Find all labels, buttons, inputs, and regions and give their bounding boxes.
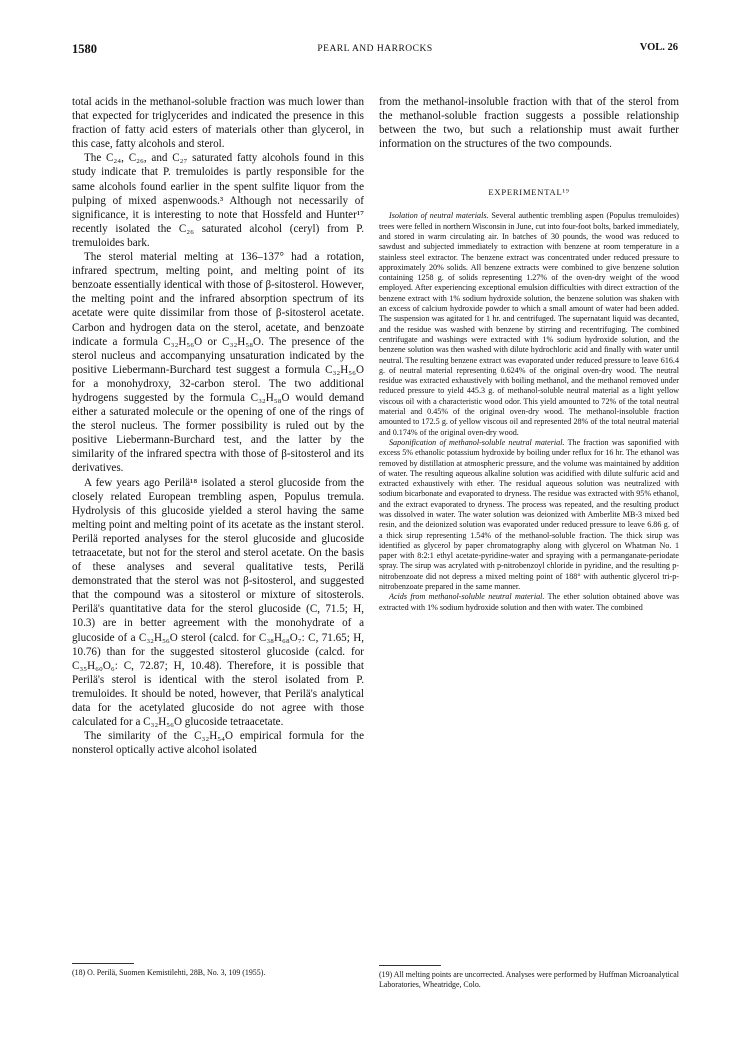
left-column (72, 95, 364, 757)
volume-label: VOL. 26 (639, 42, 678, 53)
paragraph: from the methanol-insoluble fraction with that of the sterol from the methanol-soluble fraction suggests a possible relationship between the two, but such a relationship must await further information on the structures of the two compounds. (379, 96, 679, 151)
paragraph-text: The fraction was saponified with excess 5% ethanolic potassium hydroxide by boiling under reflux for 16 hr. The ethanol was removed by distillation at atmospheric pressure, and the volume was maintained by addition of water. The resulting aqueous alkaline solution was acidified with dilute sulfuric acid and extracted exhaustively with ether. The residual aqueous solution was neutralized with sodium bicarbonate and evaporated to dryness. The residue was extracted with 95% ethanol, and the extract evaporated to dryness. The process was repeated, and the resulting product was dissolved in water. The water solution was deionized with Amberlite MB-3 mixed bed resin, and the deionized solution was evaporated under reduced pressure to leave 6.86 g. of a thick sirup representing 1.54% of the methanol-soluble fraction. The thick sirup was identified as glycerol by paper chromatography along with glycerol on Whatman No. 1 paper with 8:2:1 ethyl acetate-pyridine-water and spraying with a permanganate-periodate spray. The sirup was acrylated with p-nitrobenzoyl chloride in pyridine, and the resulting p-nitrobenzoate did not depress a mixed melting point of 188° with authentic glycerol tri-p-nitrobenzoate prepared in the same manner. (379, 437, 679, 592)
paragraph-text: The ether solution obtained above was extracted with 1% sodium hydroxide solution and then with water. The combined (379, 592, 679, 612)
page-header (72, 42, 678, 58)
paragraph (379, 438, 679, 592)
paragraph-heading: Acids from methanol-soluble neutral material. (389, 592, 545, 602)
paragraph: The sterol material melting at 136–137° had a rotation, infrared spectrum, melting point, and melting point of its benzoate essentially identical with those of β-sitosterol. However, the melting point and the infrared absorption spectrum of its acetate were quite dissimilar from those of β-sitosterol acetate. Carbon and hydrogen data on the sterol, acetate, and benzoate indicate a formula C₃₂H₅₆O or C₃₂H₅₈O. The presence of the sterol nucleus and accompanying unsaturation indicated by the positive Liebermann-Burchard test suggest a formula C₃₂H₅₆O for a monohydroxy, 32-carbon sterol. The two additional hydrogens suggested by the formula C₃₂H₅₈O would demand either a saturated molecule or the opening of one of the rings of the sterol nucleus. The former possibility is ruled out by the positive Liebermann-Burchard test, and the latter by the similarity of the infrared spectra with those of β-sitosterol and its derivatives. (72, 251, 365, 475)
paragraph (379, 592, 679, 613)
left-footnote-area (72, 963, 364, 978)
paragraph-heading: Isolation of neutral materials. (389, 211, 489, 221)
running-head: PEARL AND HARROCKS (317, 44, 433, 54)
footnote-rule (379, 965, 441, 966)
footnote-rule (72, 963, 134, 964)
right-footnote-area (379, 965, 679, 990)
footnote-19: (19) All melting points are uncorrected. Analyses were performed by Huffman Microanalytical Laboratories, Wheatridge, Colo. (379, 970, 679, 989)
paragraph-heading: Saponification of methanol-soluble neutral material. (389, 437, 565, 447)
right-column (379, 95, 679, 613)
paragraph-text: Several authentic trembling aspen (Populus tremuloides) trees were felled in northern Wisconsin in June, cut into four-foot bolts, barked immediately, and stored in warm circulating air. In batches of 30 pounds, the wood was reduced to sawdust and subjected immediately to extraction with benzene at room temperature in a stainless steel extractor. The benzene extract was concentrated under reduced pressure to approximately 20% solids. All benzene extracts were combined to give benzene solution containing 1258 g. of solids representing 1.27% of the oven-dry weight of the wood employed. After experiencing exceptional emulsion difficulties with direct extraction of the benzene extract with 1% sodium hydroxide solution, the benzene solution was shaken with an excess of calcium hydroxide powder to which a small amount of water had been added. The suspension was agitated for 1 hr. and centrifuged. The supernatant liquid was decanted, and the residue was washed with benzene by stirring and recentrifuging. The combined centrifugate and washings were extracted with 1% sodium hydroxide solution, and the benzene solution was then washed with dilute hydrochloric acid and finally with water until neutral. The resulting benzene extract was evaporated under reduced pressure to leave 616.4 g. of neutral material representing 0.624% of the original oven-dry wood. The neutral residue was extracted exhaustively with boiling methanol, and the methanol removed under reduced pressure to yield 445.3 g. of methanol-soluble neutral material as a light yellow viscous oil with a characteristic wood odor. This yield amounted to 72% of the total neutral material and 0.45% of the original oven-dry wood. The methanol-insoluble fraction amounted to 172.5 g. of yellow viscous oil and represented 28% of the total neutral material and 0.174% of the original oven-dry wood. (379, 211, 679, 437)
paragraph: total acids in the methanol-soluble fraction was much lower than that expected for triglycerides and indicated the presence in this fraction of fatty acid esters of materials other than glycerol, in this case, fatty alcohols and sterol. (72, 96, 364, 151)
paragraph (379, 211, 679, 438)
page-number: 1580 (72, 42, 97, 56)
paragraph: A few years ago Perilä¹⁸ isolated a sterol glucoside from the closely related European trembling aspen, Populus tremula. Hydrolysis of this glucoside yielded a sterol having the same melting point and melting point of its acetate as the instant sterol. Perilä reported analyses for the sterol glucoside and glucoside tetraacetate, but not for the sterol and sterol acetate. On the basis of these analyses and several qualitative tests, Perilä demonstrated that the sterol was not β-sitosterol, and suggested that the compound was a sitosterol or mixture of sitosterols. Perilä's quantitative data for the sterol glucoside (C, 71.5; H, 10.3) are in better agreement with the monohydrate of a glucoside of a C₃₂H₅₆O sterol (calcd. for C₃₈H₆₈O₇: C, 71.65; H, 10.76) than for the suggested sitosterol glucoside (calcd. for C₃₅H₆₀O₆: C, 72.87; H, 10.48). Therefore, it is possible that Perilä's sterol is identical with the sterol isolated from P. tremuloides. It should be noted, however, that Perilä's analytical data for the acetylated glucoside do not agree with those calculated for a C₃₂H₅₆O glucoside tetraacetate. (72, 476, 364, 729)
paragraph: The C₂₄, C₂₆, and C₂₇ saturated fatty alcohols found in this study indicate that P. tremuloides is partly responsible for the same alcohols found earlier in the spent sulfite liquor from the pulping of mixed aspenwoods.³ Although not necessarily of significance, it is interesting to note that Hossfeld and Hunter¹⁷ recently isolated the C₂₆ saturated alcohol (ceryl) from P. tremuloides bark. (72, 152, 364, 249)
paragraph: The similarity of the C₃₂H₅₄O empirical formula for the nonsterol optically active alcohol isolated (72, 730, 364, 757)
section-title: EXPERIMENTAL¹⁹ (488, 187, 570, 198)
footnote-18: (18) O. Perilä, Suomen Kemistilehti, 28B, No. 3, 109 (1955). (72, 968, 266, 977)
